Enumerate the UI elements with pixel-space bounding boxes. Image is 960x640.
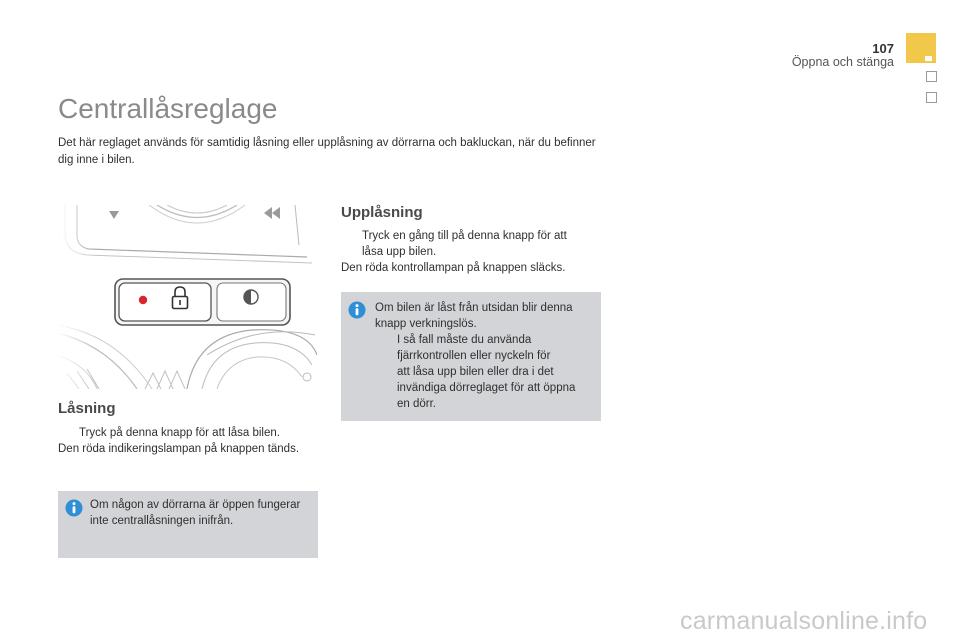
info-bullet-line: att låsa upp bilen eller dra i det (397, 366, 554, 378)
info-icon (65, 499, 83, 517)
locking-bullet (58, 425, 318, 441)
locking-heading: Låsning (58, 400, 116, 417)
watermark: carmanualsonline.info (680, 607, 928, 635)
locking-bullet-text: Tryck på denna knapp för att låsa bilen. (79, 427, 280, 439)
info-bullet-line: fjärrkontrollen eller nyckeln för (397, 350, 551, 362)
unlocking-note: Den röda kontrollampan på knappen släcks. (341, 262, 566, 274)
unlocking-info-line2: knapp verkningslös. (375, 318, 477, 330)
page-title: Centrallåsreglage (58, 93, 278, 124)
unlocking-info-box (341, 292, 601, 421)
info-bullet-line: en dörr. (397, 398, 436, 410)
info-icon (348, 301, 366, 319)
chapter-tab-active[interactable] (906, 33, 936, 63)
info-bullet-line: invändiga dörreglaget för att öppna (397, 382, 576, 394)
unlocking-info-bullet (397, 332, 597, 412)
chapter-tab[interactable] (926, 71, 937, 82)
locking-note: Den röda indikeringslampan på knappen tänds. (58, 443, 300, 455)
unlocking-bullet-line1: Tryck en gång till på denna knapp för att (362, 230, 567, 242)
intro-paragraph: Det här reglaget används för samtidig låsning eller upplåsning av dörrarna och bakluckan, när du befinner dig inne i bilen. (58, 137, 596, 166)
unlocking-bullet-line2: låsa upp bilen. (362, 246, 437, 258)
section-header: Öppna och stänga (791, 55, 894, 69)
locking-info-text: Om någon av dörrarna är öppen fungerar inte centrallåsningen inifrån. (90, 499, 301, 527)
unlocking-info-line1: Om bilen är låst från utsidan blir denna (375, 302, 573, 314)
unlocking-bullet (341, 228, 601, 260)
central-lock-switch-illustration (57, 205, 317, 389)
locking-info-box (58, 491, 318, 558)
unlocking-heading: Upplåsning (341, 204, 423, 221)
info-bullet-line: I så fall måste du använda (397, 334, 532, 346)
page-number: 107 (872, 41, 894, 56)
chapter-tab[interactable] (926, 92, 937, 103)
